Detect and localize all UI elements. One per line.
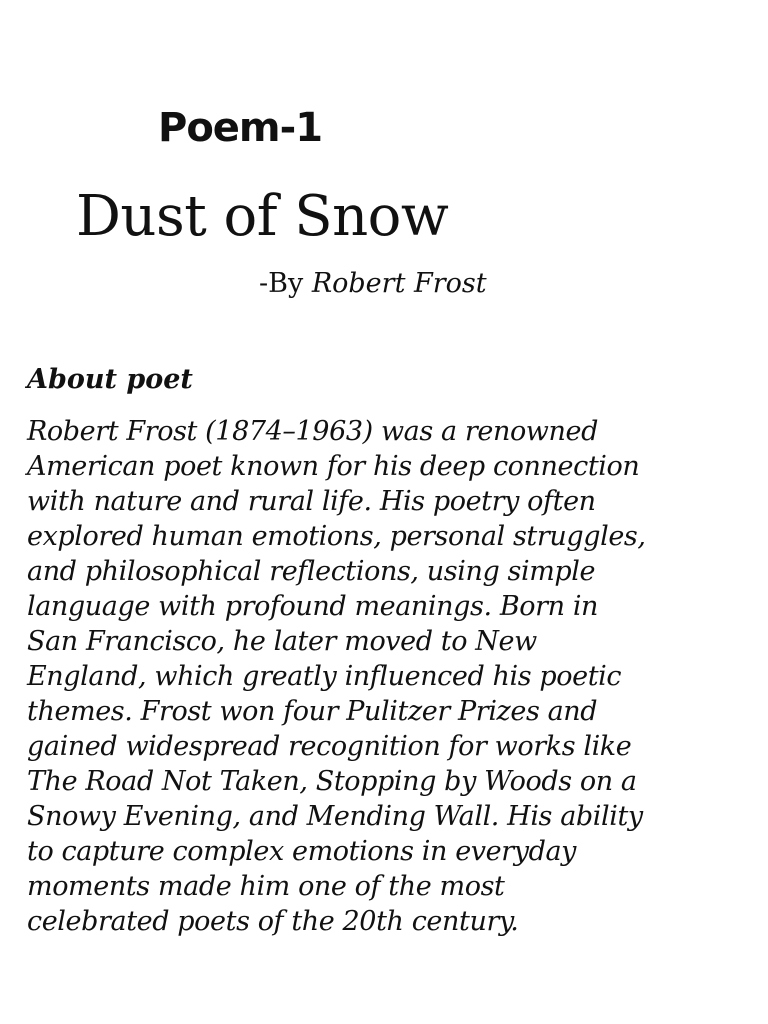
paragraph-line: and philosophical reflections, using simple: [27, 556, 596, 587]
paragraph-line: explored human emotions, personal struggles,: [27, 521, 646, 552]
poem-label: Poem-1: [158, 105, 323, 151]
about-poet-heading: About poet: [27, 364, 193, 395]
paragraph-line: Robert Frost (1874–1963) was a renowned: [27, 416, 598, 447]
paragraph-line: San Francisco, he later moved to New: [27, 626, 537, 657]
paragraph-line: Snowy Evening, and Mending Wall. His ability: [27, 801, 643, 832]
about-poet-paragraph: [27, 414, 747, 939]
paragraph-line: with nature and rural life. His poetry often: [27, 486, 596, 517]
paragraph-line: The Road Not Taken, Stopping by Woods on a: [27, 766, 637, 797]
paragraph-line: moments made him one of the most: [27, 871, 505, 902]
paragraph-line: gained widespread recognition for works like: [27, 731, 632, 762]
byline-author: Robert Frost: [311, 268, 487, 299]
byline: [259, 266, 487, 302]
paragraph-line: to capture complex emotions in everyday: [27, 836, 577, 867]
byline-prefix: -By: [259, 268, 312, 299]
paragraph-line: American poet known for his deep connection: [27, 451, 640, 482]
paragraph-line: celebrated poets of the 20th century.: [27, 906, 519, 937]
paragraph-line: England, which greatly influenced his poetic: [27, 661, 622, 692]
paragraph-line: language with profound meanings. Born in: [27, 591, 599, 622]
paragraph-line: themes. Frost won four Pulitzer Prizes and: [27, 696, 598, 727]
poem-title: Dust of Snow: [76, 184, 449, 249]
